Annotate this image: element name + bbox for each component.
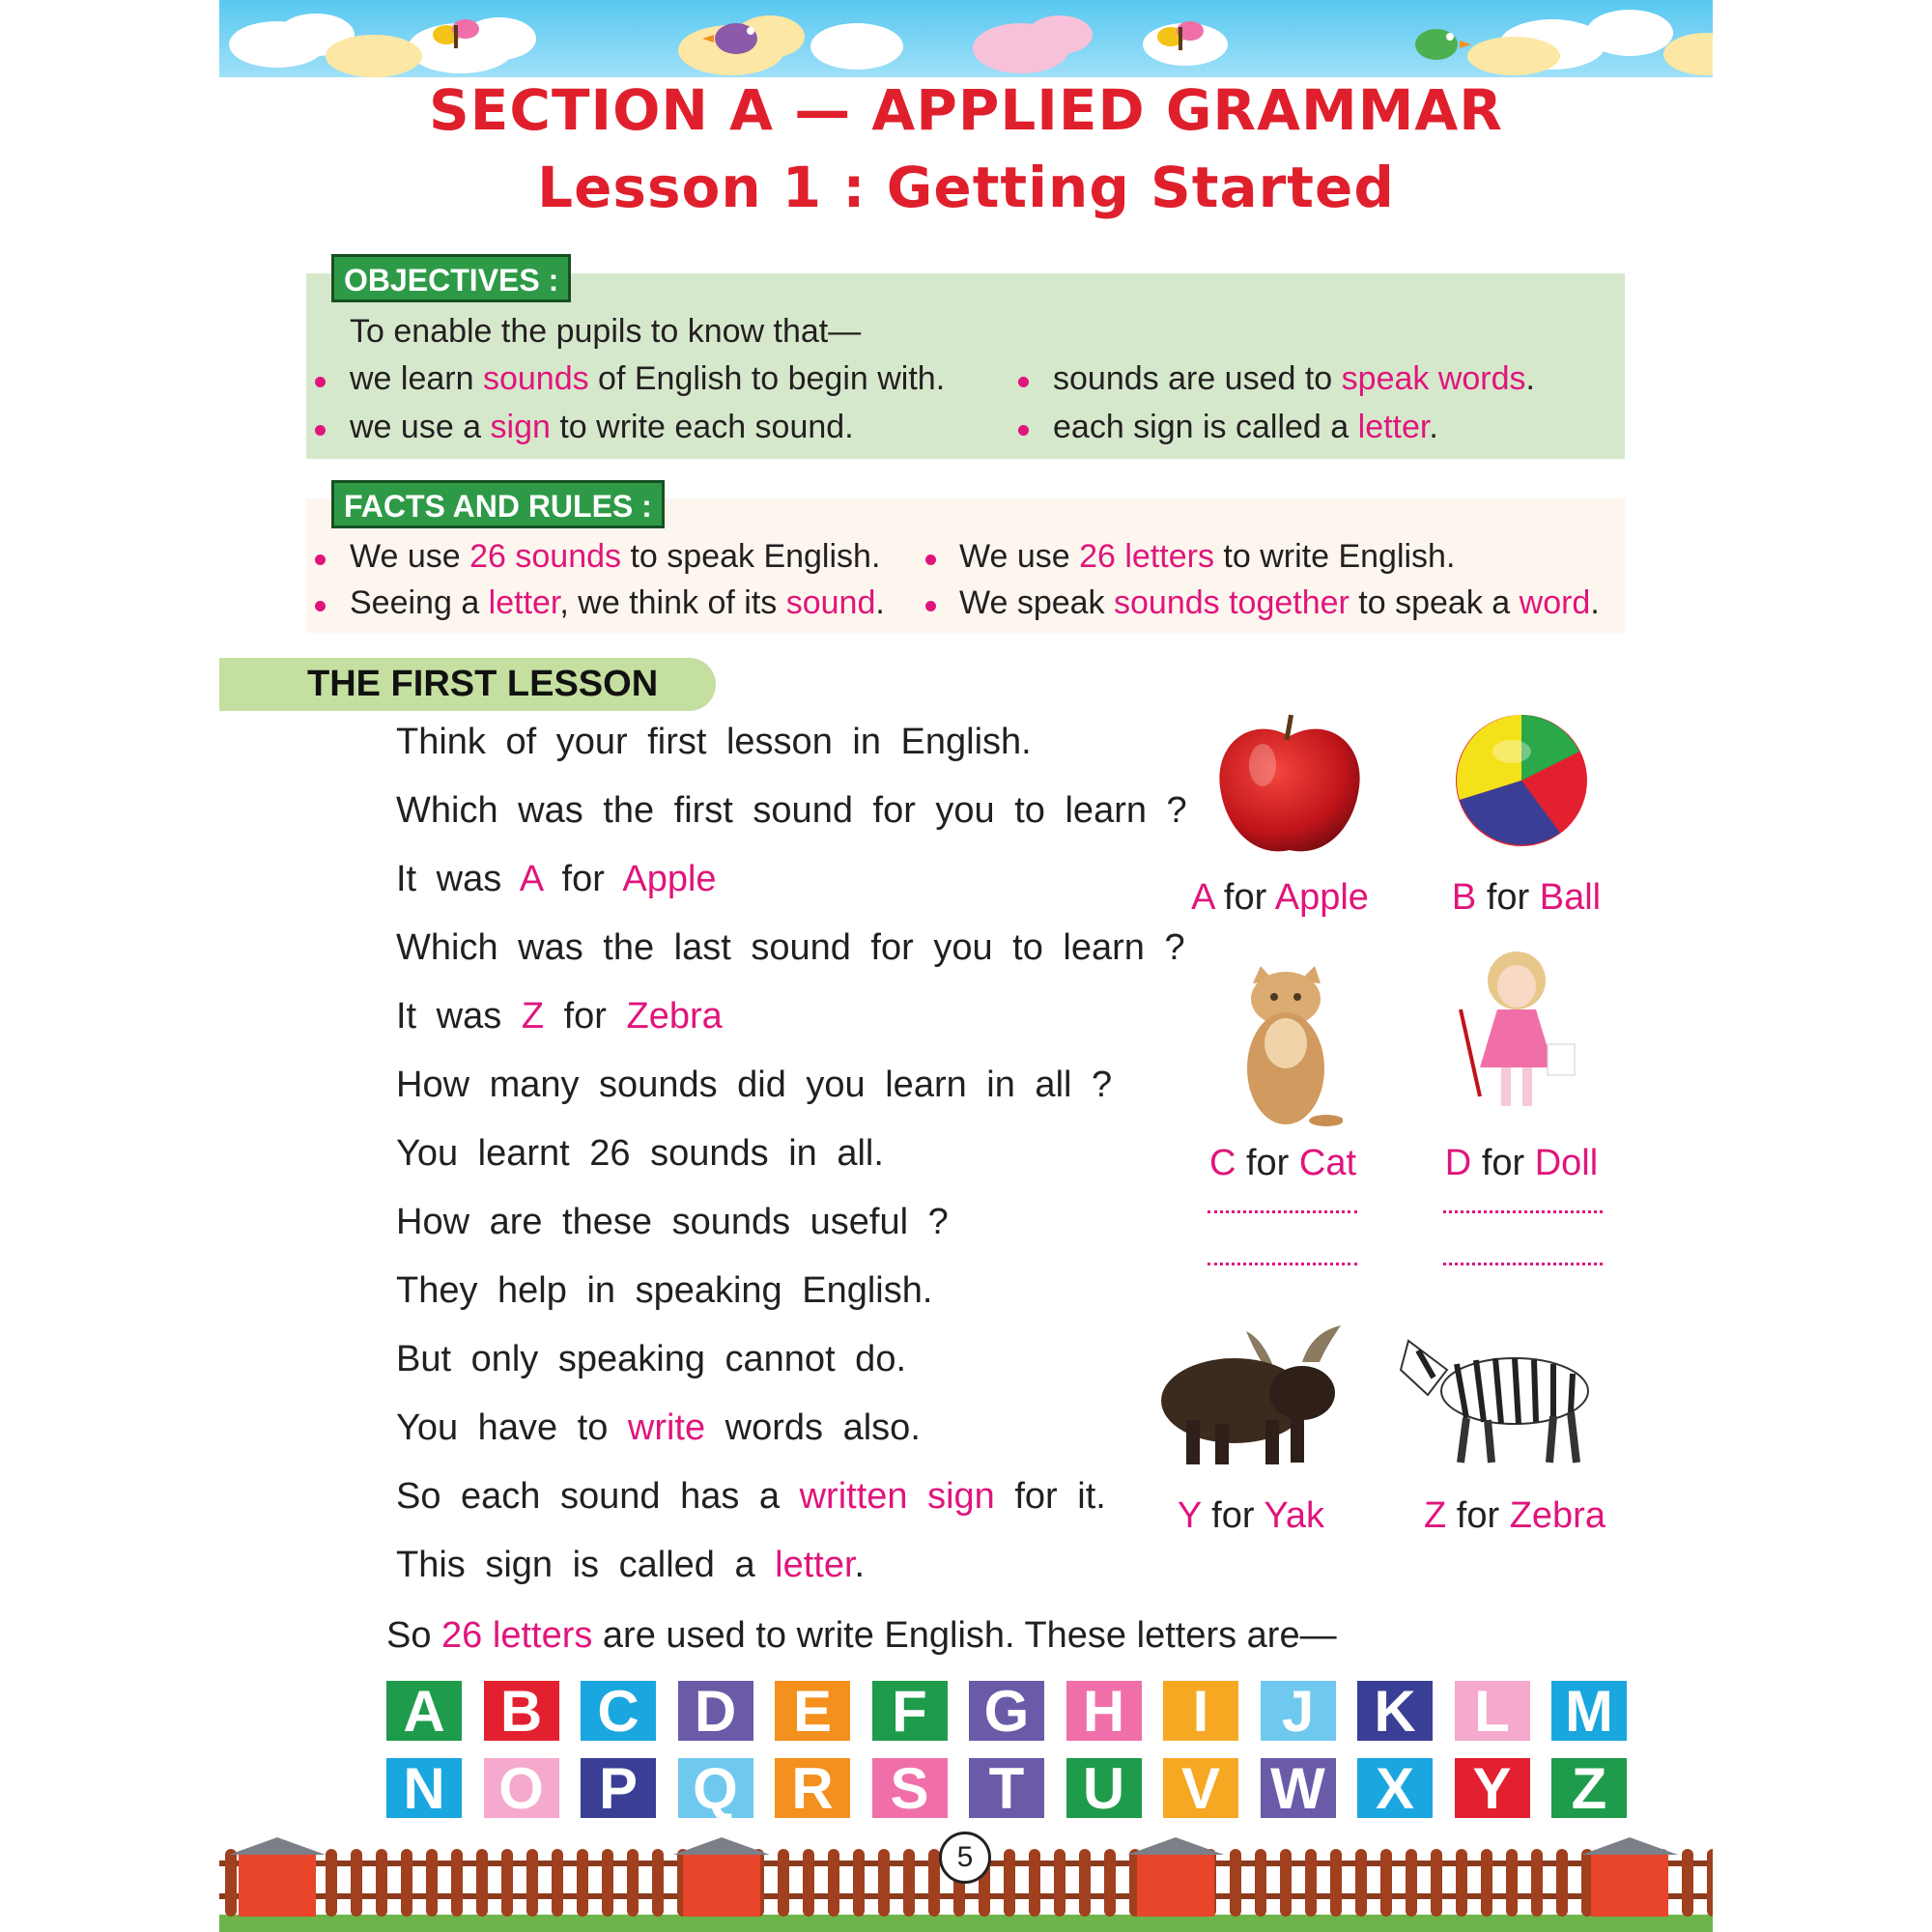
letter-tile: V [1163, 1758, 1238, 1818]
letter-tile: A [386, 1681, 462, 1741]
first-lesson-title: THE FIRST LESSON [307, 664, 659, 704]
fence-picket [577, 1849, 588, 1917]
fence-picket [376, 1849, 387, 1917]
objective-item: sounds are used to speak words. [1053, 360, 1535, 397]
lesson-line: Think of your first lesson in English. [396, 722, 1032, 762]
fence-picket [903, 1849, 915, 1917]
fence-picket [1556, 1849, 1568, 1917]
fence-picket [351, 1849, 362, 1917]
fence-picket [1004, 1849, 1015, 1917]
fence-picket [828, 1849, 839, 1917]
fact-item: We speak sounds together to speak a word. [959, 584, 1600, 621]
letter-tile: G [969, 1681, 1044, 1741]
objectives-intro: To enable the pupils to know that— [350, 313, 862, 350]
page-number: 5 [939, 1832, 991, 1884]
fence-picket [1330, 1849, 1342, 1917]
fence-picket [451, 1849, 463, 1917]
lesson-line: How many sounds did you learn in all ? [396, 1065, 1113, 1105]
lesson-line: So each sound has a written sign for it. [396, 1476, 1106, 1517]
lesson-line: Which was the last sound for you to learn ? [396, 927, 1185, 968]
caption-doll: D for Doll [1444, 1143, 1599, 1183]
caption-ball: B for Ball [1451, 877, 1602, 918]
bullet [315, 554, 326, 565]
letter-tile: Q [678, 1758, 753, 1818]
fence-picket [1255, 1849, 1266, 1917]
caption-apple: A for Apple [1191, 877, 1369, 918]
fence-picket [1456, 1849, 1467, 1917]
objective-item: each sign is called a letter. [1053, 409, 1438, 445]
fence-picket [1355, 1849, 1367, 1917]
bullet [315, 601, 326, 611]
ball-image [1454, 713, 1589, 848]
fence-picket [501, 1849, 513, 1917]
fence-roof [229, 1837, 326, 1855]
caption-zebra: Z for Zebra [1424, 1495, 1605, 1536]
letter-tile: W [1261, 1758, 1336, 1818]
letters-intro: So 26 letters are used to write English. These letters are— [386, 1615, 1337, 1656]
lesson-line: Which was the first sound for you to learn ? [396, 790, 1187, 831]
lesson-line: But only speaking cannot do. [396, 1339, 907, 1379]
sky-illustration [219, 0, 1713, 77]
fence-picket [1280, 1849, 1292, 1917]
letter-tile: T [969, 1758, 1044, 1818]
fact-item: We use 26 letters to write English. [959, 538, 1456, 575]
fence-picket [1707, 1849, 1713, 1917]
fence-picket [1230, 1849, 1241, 1917]
letter-tile: K [1357, 1681, 1433, 1741]
lesson-line: It was Z for Zebra [396, 996, 723, 1037]
fence-roof [1581, 1837, 1678, 1855]
yak-image [1157, 1323, 1356, 1468]
fence-picket [853, 1849, 865, 1917]
sky-banner [219, 0, 1713, 77]
fence-pillar [1591, 1855, 1668, 1917]
letter-tile: D [678, 1681, 753, 1741]
fence-picket [627, 1849, 639, 1917]
letter-tile: H [1066, 1681, 1142, 1741]
fence-picket [602, 1849, 613, 1917]
fence-picket [1029, 1849, 1040, 1917]
fence-picket [1506, 1849, 1518, 1917]
objective-item: we learn sounds of English to begin with. [350, 360, 946, 397]
fence-picket [1682, 1849, 1693, 1917]
lesson-line: You learnt 26 sounds in all. [396, 1133, 884, 1174]
bullet [925, 601, 936, 611]
caption-yak: Y for Yak [1177, 1495, 1325, 1536]
fence-picket [401, 1849, 412, 1917]
objectives-label: OBJECTIVES : [331, 254, 571, 302]
fence-picket [1104, 1849, 1116, 1917]
fence-picket [1305, 1849, 1317, 1917]
bird-icon [1415, 29, 1471, 60]
fence-pillar [683, 1855, 760, 1917]
letter-tile: M [1551, 1681, 1627, 1741]
bullet [925, 554, 936, 565]
fence-picket [1531, 1849, 1543, 1917]
fence-picket [878, 1849, 890, 1917]
letter-tile: I [1163, 1681, 1238, 1741]
fence-picket [526, 1849, 538, 1917]
fence-picket [1406, 1849, 1417, 1917]
fence-picket [803, 1849, 814, 1917]
cat-image [1232, 966, 1343, 1128]
fence-picket [326, 1849, 337, 1917]
letter-tile: O [484, 1758, 559, 1818]
section-title: SECTION A — APPLIED GRAMMAR [429, 77, 1503, 143]
zebra-image [1399, 1331, 1602, 1466]
letter-tile: U [1066, 1758, 1142, 1818]
fence-roof [673, 1837, 770, 1855]
fence-picket [1380, 1849, 1392, 1917]
lesson-title: Lesson 1 : Getting Started [537, 155, 1395, 220]
letter-tile: B [484, 1681, 559, 1741]
letter-tile: N [386, 1758, 462, 1818]
fence-picket [652, 1849, 664, 1917]
letter-tile: S [872, 1758, 948, 1818]
letter-tile: L [1455, 1681, 1530, 1741]
fence-picket [1079, 1849, 1091, 1917]
fence-picket [552, 1849, 563, 1917]
lesson-line: This sign is called a letter. [396, 1545, 866, 1585]
bullet [1018, 377, 1029, 387]
letter-tile: E [775, 1681, 850, 1741]
facts-label: FACTS AND RULES : [331, 480, 665, 528]
fence-picket [1431, 1849, 1442, 1917]
fact-item: Seeing a letter, we think of its sound. [350, 584, 885, 621]
apple-image [1212, 705, 1367, 860]
letter-tile: F [872, 1681, 948, 1741]
lesson-line: You have to write words also. [396, 1407, 921, 1448]
fence-pillar [1137, 1855, 1214, 1917]
lesson-line: How are these sounds useful ? [396, 1202, 949, 1242]
fence-picket [1481, 1849, 1492, 1917]
fact-item: We use 26 sounds to speak English. [350, 538, 881, 575]
writing-line [1443, 1263, 1603, 1265]
letter-tile: Z [1551, 1758, 1627, 1818]
letter-tile: Y [1455, 1758, 1530, 1818]
objective-item: we use a sign to write each sound. [350, 409, 854, 445]
letter-tile: X [1357, 1758, 1433, 1818]
writing-line [1443, 1210, 1603, 1213]
bullet [315, 425, 326, 436]
doll-image [1459, 952, 1584, 1125]
writing-line [1208, 1210, 1357, 1213]
lesson-line: They help in speaking English. [396, 1270, 933, 1311]
writing-line [1208, 1263, 1357, 1265]
letter-tile: R [775, 1758, 850, 1818]
letter-tile: J [1261, 1681, 1336, 1741]
fence-pillar [239, 1855, 316, 1917]
fence-picket [1054, 1849, 1065, 1917]
fence-picket [426, 1849, 438, 1917]
caption-cat: C for Cat [1208, 1143, 1357, 1183]
bullet [1018, 425, 1029, 436]
fence-roof [1127, 1837, 1224, 1855]
fence-picket [476, 1849, 488, 1917]
fence-picket [778, 1849, 789, 1917]
bullet [315, 377, 326, 387]
letter-tile: P [581, 1758, 656, 1818]
lesson-line: It was A for Apple [396, 859, 717, 899]
letter-tile: C [581, 1681, 656, 1741]
fence-picket [225, 1849, 237, 1917]
